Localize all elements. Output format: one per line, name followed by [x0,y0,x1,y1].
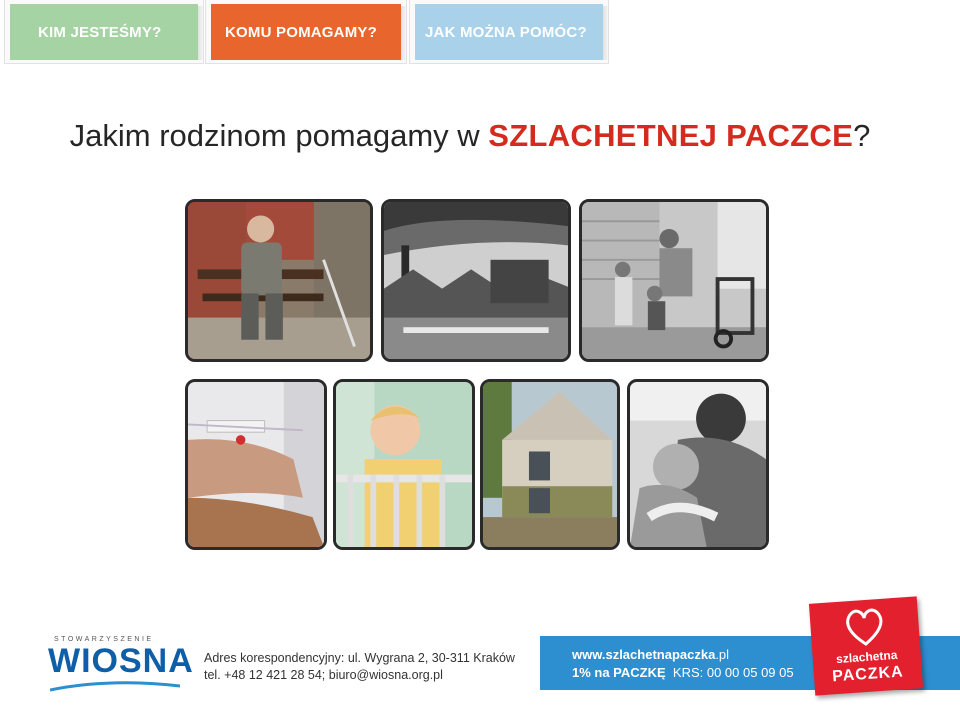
photo-iv-hand [185,379,327,550]
krs-number: KRS: 00 00 05 09 05 [672,665,794,680]
badge-line-2: PACZKA [831,663,905,686]
correspondence-address [204,650,515,684]
krs-line [572,664,794,682]
badge-line-1: szlachetna [835,647,898,667]
photo-industrial-ruins [381,199,571,362]
logo-subtitle: STOWARZYSZENIE [54,636,154,643]
website-link[interactable] [572,646,794,664]
tab-komu-pomagamy[interactable]: KOMU POMAGAMY? [211,4,401,60]
wiosna-logo[interactable] [40,636,194,696]
address-line: Adres korespondencyjny: ul. Wygrana 2, 30-311 Kraków [204,651,515,665]
website-domain: www.szlachetnapaczka [572,647,716,662]
tab-kim-jestesmy[interactable]: KIM JESTEŚMY? [10,4,198,60]
szlachetna-paczka-badge[interactable] [809,596,923,695]
krs-prefix: 1% na PACZKĘ [572,665,666,680]
photo-mother-child [627,379,769,550]
band-text [572,646,794,682]
top-navigation [0,0,960,64]
photo-flooded-house [480,379,620,550]
title-prefix: Jakim rodzinom pomagamy w [69,118,489,153]
contact-line: tel. +48 12 421 28 54; biuro@wiosna.org.pl [204,668,443,682]
logo-title: WIOSNA [48,642,194,680]
photo-elderly-man [185,199,373,362]
heart-icon [843,605,886,650]
logo-swoosh-icon [50,680,180,694]
photo-family-street [579,199,769,362]
tab-jak-mozna-pomoc[interactable]: JAK MOŻNA POMÓC? [415,4,603,60]
title-suffix: ? [853,118,871,153]
page-title [0,118,940,154]
website-tld: .pl [715,647,730,662]
photo-toddler-crib [333,379,475,550]
title-brand: SZLACHETNEJ PACZCE [488,118,854,153]
